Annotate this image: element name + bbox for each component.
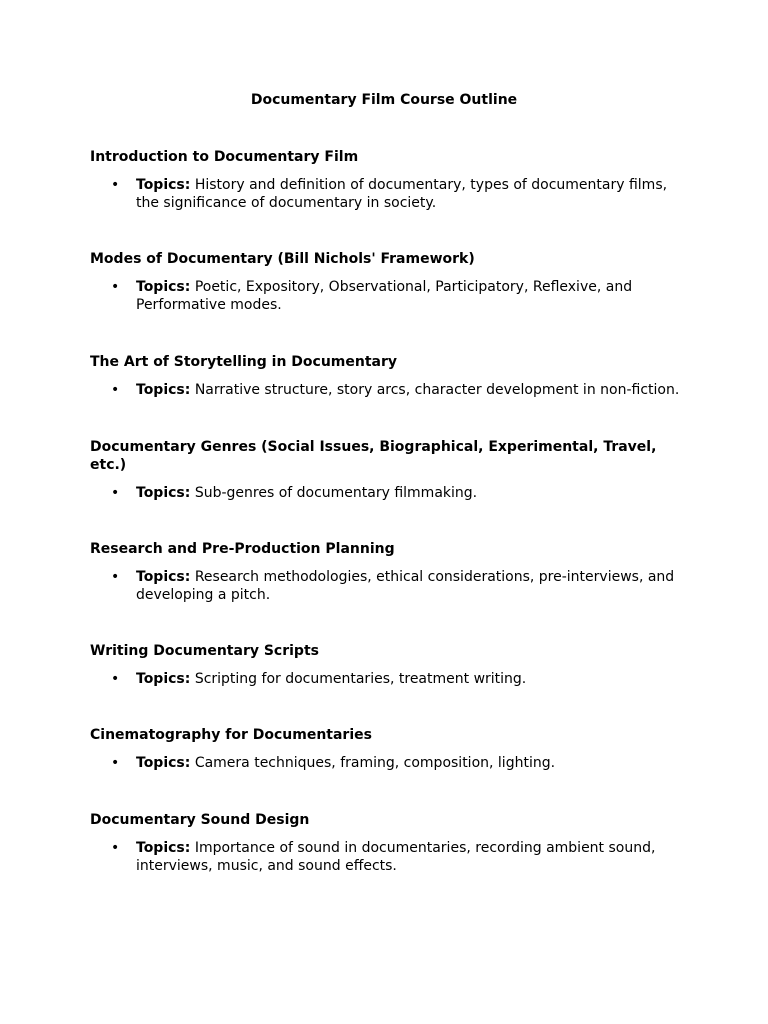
topic-list [90, 381, 680, 399]
topic-label: Topics: [136, 382, 191, 398]
bullet-icon: • [111, 671, 120, 687]
bullet-icon: • [111, 485, 120, 501]
bullet-icon: • [111, 279, 120, 295]
topic-text: History and definition of documentary, types of documentary films, the significance of documentary in society. [136, 177, 668, 211]
document-title: Documentary Film Course Outline [250, 92, 518, 108]
section-sound-design [90, 811, 680, 875]
section-heading: Cinematography for Documentaries [90, 727, 372, 743]
section-cinematography [90, 726, 680, 772]
section-heading: Documentary Genres (Social Issues, Biographical, Experimental, Travel, etc.) [90, 439, 657, 473]
bullet-icon: • [111, 840, 120, 856]
section-genres [90, 438, 680, 502]
topic-item [90, 670, 680, 688]
topic-list [90, 176, 680, 212]
section-heading: Writing Documentary Scripts [90, 643, 319, 659]
topic-text: Scripting for documentaries, treatment writing. [194, 671, 527, 687]
topic-list [90, 670, 680, 688]
topic-label: Topics: [136, 485, 191, 501]
topic-text: Camera techniques, framing, composition, lighting. [194, 755, 556, 771]
topic-label: Topics: [136, 279, 191, 295]
topic-label: Topics: [136, 671, 191, 687]
topic-item [90, 484, 680, 502]
bullet-icon: • [111, 569, 120, 585]
topic-text: Poetic, Expository, Observational, Participatory, Reflexive, and Performative modes. [136, 279, 633, 313]
topic-item [90, 839, 680, 875]
section-modes [90, 250, 680, 314]
section-introduction [90, 148, 680, 212]
topic-text: Narrative structure, story arcs, character development in non-fiction. [194, 382, 680, 398]
bullet-icon: • [111, 755, 120, 771]
section-heading: Modes of Documentary (Bill Nichols' Framework) [90, 251, 475, 267]
topic-item [90, 381, 680, 399]
topic-text: Importance of sound in documentaries, recording ambient sound, interviews, music, and sound effects. [136, 840, 656, 874]
bullet-icon: • [111, 382, 120, 398]
topic-label: Topics: [136, 840, 191, 856]
section-heading: Introduction to Documentary Film [90, 149, 359, 165]
topic-label: Topics: [136, 177, 191, 193]
topic-label: Topics: [136, 569, 191, 585]
topic-list [90, 754, 680, 772]
bullet-icon: • [111, 177, 120, 193]
topic-item [90, 754, 680, 772]
topic-text: Sub-genres of documentary filmmaking. [194, 485, 478, 501]
section-scripts [90, 642, 680, 688]
topic-list [90, 484, 680, 502]
section-research [90, 540, 680, 604]
topic-list [90, 839, 680, 875]
topic-item [90, 176, 680, 212]
topic-item [90, 568, 680, 604]
topic-label: Topics: [136, 755, 191, 771]
topic-list [90, 278, 680, 314]
topic-list [90, 568, 680, 604]
topic-text: Research methodologies, ethical considerations, pre-interviews, and developing a pitch. [136, 569, 675, 603]
topic-item [90, 278, 680, 314]
section-heading: Research and Pre-Production Planning [90, 541, 395, 557]
section-heading: The Art of Storytelling in Documentary [90, 354, 398, 370]
section-heading: Documentary Sound Design [90, 812, 310, 828]
section-storytelling [90, 353, 680, 399]
